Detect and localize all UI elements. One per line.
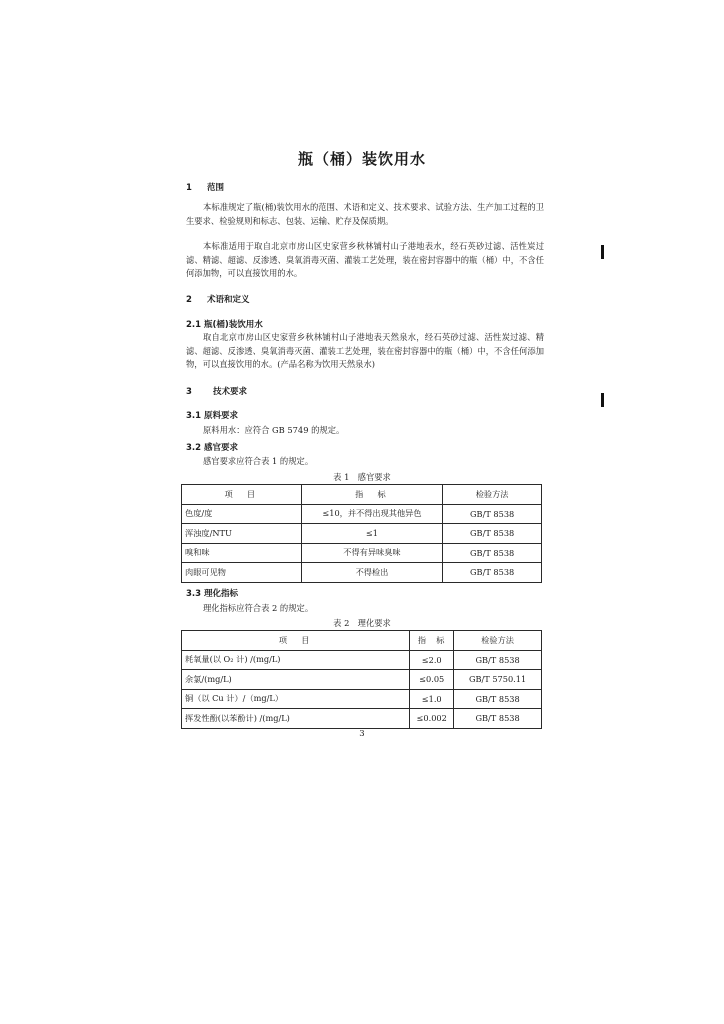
section-1-title: 范围: [206, 183, 224, 193]
section-3-3-text: 理化指标应符合表 2 的规定。: [203, 603, 314, 613]
table-1-cell: ≤1: [301, 524, 443, 544]
table-row: [182, 709, 542, 729]
section-3-heading: [186, 385, 247, 397]
table-1-cell: GB/T 8538: [443, 504, 542, 524]
table-1-cell: GB/T 8538: [443, 563, 542, 583]
table-1-cell: 嗅和味: [182, 543, 302, 563]
table-1-cell: GB/T 8538: [443, 524, 542, 544]
section-3-number: 3: [186, 387, 192, 397]
section-3-3-heading: 3.3 理化指标: [186, 589, 239, 599]
table-1-cell: 色度/度: [182, 504, 302, 524]
table-2-cell: 挥发性酚(以苯酚计) /(mg/L): [182, 709, 410, 729]
section-1-heading: [186, 181, 224, 193]
section-1-paragraph-2: 本标准适用于取自北京市房山区史家营乡秋林铺村山子港地表水，经石英砂过滤、活性炭过滤、精滤、超滤、反渗透、臭氧消毒灭菌、灌装工艺处理，装在密封容器中的瓶（桶）中，不含任何添加物，可以直接饮用的水。: [186, 241, 544, 279]
section-2-heading: [186, 293, 249, 305]
table-row: [182, 504, 542, 524]
table-row: [182, 563, 542, 583]
table-1-header-index: 指 标: [301, 485, 443, 505]
table-1-header-method: 检验方法: [443, 485, 542, 505]
table-2-cell: GB/T 8538: [454, 709, 542, 729]
table-row: [182, 689, 542, 709]
section-2-1-paragraph: 取自北京市房山区史家营乡秋林铺村山子港地表天然泉水，经石英砂过滤、活性炭过滤、精滤、超滤、反渗透、臭氧消毒灭菌、灌装工艺处理，装在密封容器中的瓶（桶）中，不含任何添加物，可以直接饮用的水。(产品名称为饮用天然泉水): [186, 332, 544, 370]
table-row: [182, 650, 542, 670]
table-2-cell: ≤0.002: [410, 709, 454, 729]
table-row: [182, 670, 542, 690]
table-2-cell: ≤2.0: [410, 650, 454, 670]
section-2-number: 2: [186, 295, 192, 305]
table-1-cell: 不得检出: [301, 563, 443, 583]
table-1-header-item: 项 目: [182, 485, 302, 505]
table-2-cell: 铜（以 Cu 计）/（mg/L）: [182, 689, 410, 709]
table-1-cell: 不得有异味臭味: [301, 543, 443, 563]
section-2-1-heading: 2.1 瓶(桶)装饮用水: [186, 320, 263, 330]
table-2-cell: GB/T 8538: [454, 689, 542, 709]
table-2-cell: 余氯/(mg/L): [182, 670, 410, 690]
table-2-cell: ≤1.0: [410, 689, 454, 709]
section-3-2-heading: 3.2 感官要求: [186, 443, 239, 453]
section-3-title: 技术要求: [212, 387, 247, 397]
document-title: 瓶（桶）装饮用水: [297, 150, 426, 168]
table-1-cell: 肉眼可见物: [182, 563, 302, 583]
table-1-header-row: [182, 485, 542, 505]
table-row: [182, 543, 542, 563]
section-2-title: 术语和定义: [206, 295, 250, 305]
table-2-caption: 表 2 理化要求: [333, 618, 391, 628]
table-2-cell: GB/T 8538: [454, 650, 542, 670]
table-2: [181, 630, 542, 729]
table-2-header-item: 项 目: [182, 631, 410, 651]
page-number: 3: [359, 729, 365, 739]
table-1: [181, 484, 542, 583]
table-2-cell: 耗氧量(以 O₂ 计) /(mg/L): [182, 650, 410, 670]
table-2-header-method: 检验方法: [454, 631, 542, 651]
table-1-cell: ≤10，并不得出现其他异色: [301, 504, 443, 524]
table-2-cell: GB/T 5750.11: [454, 670, 542, 690]
section-3-1-heading: 3.1 原料要求: [186, 411, 239, 421]
scan-edge-marks: [601, 245, 615, 407]
table-1-caption: 表 1 感官要求: [333, 472, 391, 482]
section-3-1-text: 原料用水：应符合 GB 5749 的规定。: [203, 425, 345, 435]
section-1-paragraph-1: 本标准规定了瓶(桶)装饮用水的范围、术语和定义、技术要求、试验方法、生产加工过程的卫生要求、检验规则和标志、包装、运输、贮存及保质期。: [186, 202, 544, 226]
table-2-header-row: [182, 631, 542, 651]
scan-mark-bottom: [601, 393, 604, 407]
table-2-cell: ≤0.05: [410, 670, 454, 690]
table-1-cell: GB/T 8538: [443, 543, 542, 563]
table-1-cell: 浑浊度/NTU: [182, 524, 302, 544]
scan-mark-top: [601, 245, 604, 259]
section-1-number: 1: [186, 183, 192, 193]
table-2-header-index: 指 标: [410, 631, 454, 651]
section-3-2-text: 感官要求应符合表 1 的规定。: [203, 456, 314, 466]
table-row: [182, 524, 542, 544]
